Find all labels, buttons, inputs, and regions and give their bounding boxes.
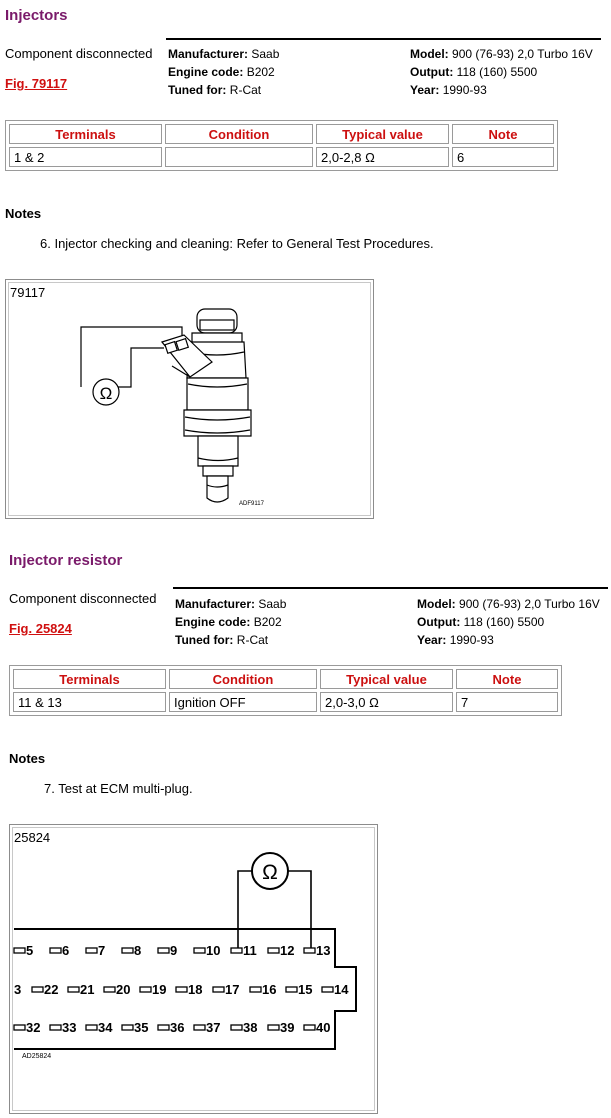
pin-label-12: 12 [280,943,295,958]
pin-socket [194,1025,205,1030]
col-note: Note [456,669,558,689]
note-text: 6. Injector checking and cleaning: Refer to General Test Procedures. [40,236,434,251]
figure-code: ADF9117 [239,501,264,507]
ohm-symbol: Ω [99,384,113,403]
table-row [13,692,558,712]
pin-label-19: 19 [152,982,167,997]
pin-socket [231,948,242,953]
col-terminals: Terminals [9,124,162,144]
pin-socket [68,987,79,992]
spec-divider [173,587,608,589]
figure-injector [5,279,374,519]
pin-socket [140,987,151,992]
output-value: 118 (160) 5500 [456,65,538,79]
pin-label-21: 21 [80,982,95,997]
col-typical-value: Typical value [320,669,453,689]
pin-label-6: 6 [62,943,70,958]
table-row [9,147,554,167]
col-note: Note [452,124,554,144]
model-value: 900 (76-93) 2,0 Turbo 16V [452,47,593,61]
pin-socket [104,987,115,992]
pin-socket [194,948,205,953]
col-condition: Condition [169,669,317,689]
figure-number: 79117 [10,285,46,300]
year-value: 1990-93 [449,633,494,647]
notes-heading: Notes [5,206,42,221]
col-terminals: Terminals [13,669,166,689]
pin-label-18: 18 [188,982,203,997]
pin-socket [286,987,297,992]
year-value: 1990-93 [442,83,487,97]
pin-label-38: 38 [243,1020,258,1035]
spec-right: Model: 900 (76-93) 2,0 Turbo 16V Output: 118 (160) 5500 Year: 1990-93 [410,47,593,97]
pin-label-14: 14 [334,982,349,997]
pin-socket [304,1025,315,1030]
notes-heading: Notes [9,751,46,766]
col-condition: Condition [165,124,313,144]
cell-note: 6 [452,147,554,167]
tuned-for-value: R-Cat [236,633,269,647]
pin-socket [32,987,43,992]
engine-code-value: B202 [246,65,275,79]
pin-socket [50,948,61,953]
pin-labels [14,943,349,1035]
values-table [5,120,558,171]
pin-socket [250,987,261,992]
pin-socket [122,948,133,953]
spec-left: Manufacturer: Saab Engine code: B202 Tuned for: R-Cat [168,47,280,97]
pin-label-17: 17 [225,982,240,997]
pin-label-20: 20 [116,982,131,997]
pin-label-3: 3 [14,982,22,997]
cell-note: 7 [456,692,558,712]
pin-socket [304,948,315,953]
pin-socket [268,948,279,953]
pin-label-34: 34 [98,1020,113,1035]
pin-socket [158,948,169,953]
pin-socket [14,1025,25,1030]
figure-ecm-plug [9,824,378,1114]
cell-terminals: 1 & 2 [9,147,162,167]
pin-label-33: 33 [62,1020,77,1035]
figure-code: AD25824 [22,1053,52,1060]
spec-left: Manufacturer: Saab Engine code: B202 Tuned for: R-Cat [175,597,287,647]
manufacturer-value: Saab [251,47,280,61]
pin-label-39: 39 [280,1020,295,1035]
pin-label-36: 36 [170,1020,185,1035]
figure-link-25824[interactable]: Fig. 25824 [9,621,72,636]
values-table [9,665,562,716]
manufacturer-value: Saab [258,597,287,611]
pin-socket [86,948,97,953]
pin-label-10: 10 [206,943,221,958]
pin-socket [122,1025,133,1030]
section-title-injectors: Injectors [5,7,68,24]
note-text: 7. Test at ECM multi-plug. [44,781,193,796]
pin-socket [158,1025,169,1030]
output-value: 118 (160) 5500 [463,615,545,629]
pin-label-40: 40 [316,1020,331,1035]
pin-label-37: 37 [206,1020,221,1035]
pin-socket [322,987,333,992]
pin-label-35: 35 [134,1020,149,1035]
pin-label-32: 32 [26,1020,41,1035]
col-typical-value: Typical value [316,124,449,144]
tuned-for-value: R-Cat [229,83,262,97]
pin-socket [231,1025,242,1030]
pin-label-7: 7 [98,943,106,958]
pin-socket [213,987,224,992]
spec-divider [166,38,601,40]
pin-label-8: 8 [134,943,142,958]
pin-socket [50,1025,61,1030]
pin-socket [86,1025,97,1030]
cell-typical-value: 2,0-3,0 Ω [320,692,453,712]
pin-label-16: 16 [262,982,277,997]
pin-label-9: 9 [170,943,178,958]
cell-condition: Ignition OFF [169,692,317,712]
pin-label-15: 15 [298,982,313,997]
ohm-symbol: Ω [262,861,278,884]
cell-typical-value: 2,0-2,8 Ω [316,147,449,167]
cell-terminals: 11 & 13 [13,692,166,712]
figure-number: 25824 [14,830,51,845]
pin-socket [14,948,25,953]
pin-socket [176,987,187,992]
injector-diagram [6,280,373,518]
cell-condition [165,147,313,167]
model-value: 900 (76-93) 2,0 Turbo 16V [459,597,600,611]
pin-label-11: 11 [243,943,257,958]
component-status: Component disconnected [9,591,157,606]
engine-code-value: B202 [253,615,282,629]
figure-link-79117[interactable]: Fig. 79117 [5,76,68,91]
component-status: Component disconnected [5,46,153,61]
pin-label-5: 5 [26,943,34,958]
ecm-plug-diagram [10,825,377,1113]
section-title-injector-resistor: Injector resistor [9,552,123,569]
pin-socket [268,1025,279,1030]
spec-right: Model: 900 (76-93) 2,0 Turbo 16V Output: 118 (160) 5500 Year: 1990-93 [417,597,600,647]
pin-label-22: 22 [44,982,59,997]
pin-label-13: 13 [316,943,331,958]
